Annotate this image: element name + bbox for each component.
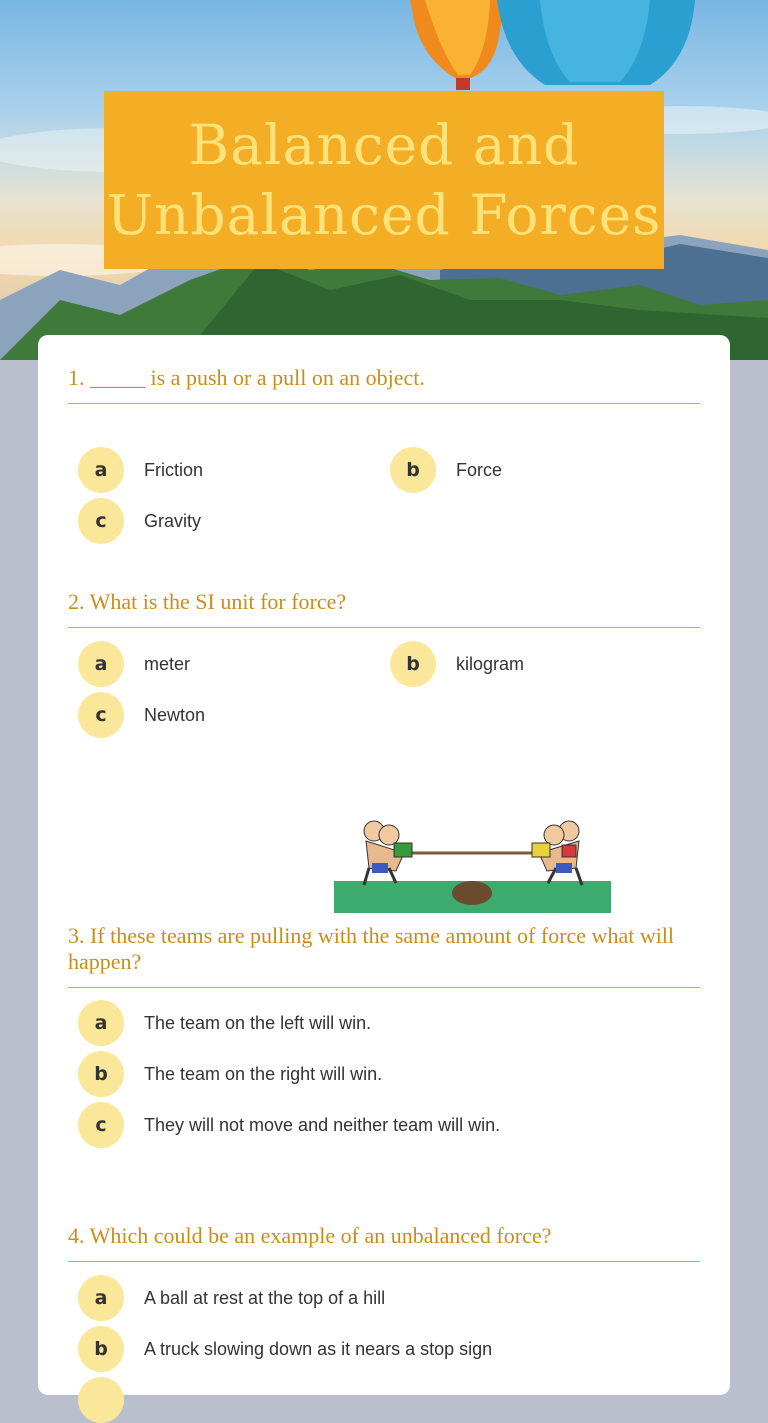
option-letter-bubble[interactable]: b bbox=[78, 1326, 124, 1372]
option-label[interactable]: A ball at rest at the top of a hill bbox=[144, 1287, 386, 1308]
option-letter-bubble[interactable]: c bbox=[78, 498, 124, 544]
option-label[interactable]: The team on the right will win. bbox=[144, 1063, 383, 1084]
option-letter-bubble[interactable]: a bbox=[78, 641, 124, 687]
option-label[interactable]: Friction bbox=[144, 459, 204, 480]
option-label[interactable]: Gravity bbox=[144, 510, 202, 531]
question-1 bbox=[68, 365, 700, 532]
option-letter-bubble[interactable]: b bbox=[390, 447, 436, 493]
tug-of-war-image bbox=[334, 813, 611, 913]
option-label[interactable]: kilogram bbox=[456, 653, 525, 674]
option-b[interactable] bbox=[390, 447, 502, 493]
option-label[interactable]: meter bbox=[144, 653, 191, 674]
option-b[interactable] bbox=[78, 1326, 492, 1372]
question-3 bbox=[68, 923, 700, 1136]
option-letter-bubble[interactable]: b bbox=[390, 641, 436, 687]
question-text: 4. Which could be an example of an unbalanced force? bbox=[68, 1223, 700, 1262]
option-label[interactable]: They will not move and neither team will win. bbox=[144, 1114, 501, 1135]
option-label[interactable]: The team on the left will win. bbox=[144, 1012, 372, 1033]
option-a[interactable] bbox=[78, 447, 203, 493]
option-b[interactable] bbox=[390, 641, 524, 687]
option-c[interactable] bbox=[78, 1102, 500, 1148]
option-letter-bubble[interactable]: b bbox=[78, 1051, 124, 1097]
option-a[interactable] bbox=[78, 1275, 385, 1321]
page-title: Balanced and Unbalanced Forces bbox=[106, 113, 662, 247]
option-label[interactable]: Force bbox=[456, 459, 503, 480]
option-b[interactable] bbox=[78, 1051, 382, 1097]
worksheet-card bbox=[38, 335, 730, 1395]
option-label[interactable]: A truck slowing down as it nears a stop sign bbox=[144, 1338, 493, 1359]
option-c-partial[interactable] bbox=[78, 1377, 124, 1423]
option-letter-bubble[interactable] bbox=[78, 1377, 124, 1423]
option-letter-bubble[interactable]: a bbox=[78, 1275, 124, 1321]
question-2 bbox=[68, 589, 700, 726]
option-a[interactable] bbox=[78, 641, 190, 687]
option-c[interactable] bbox=[78, 498, 201, 544]
option-letter-bubble[interactable]: a bbox=[78, 447, 124, 493]
option-c[interactable] bbox=[78, 692, 205, 738]
question-4 bbox=[68, 1223, 700, 1360]
question-text: 2. What is the SI unit for force? bbox=[68, 589, 700, 628]
option-letter-bubble[interactable]: a bbox=[78, 1000, 124, 1046]
question-text: 3. If these teams are pulling with the same amount of force what will happen? bbox=[68, 923, 700, 988]
option-letter-bubble[interactable]: c bbox=[78, 1102, 124, 1148]
option-label[interactable]: Newton bbox=[144, 704, 206, 725]
question-text: 1. _____ is a push or a pull on an object. bbox=[68, 365, 700, 404]
title-banner bbox=[104, 91, 664, 269]
option-a[interactable] bbox=[78, 1000, 371, 1046]
option-letter-bubble[interactable]: c bbox=[78, 692, 124, 738]
